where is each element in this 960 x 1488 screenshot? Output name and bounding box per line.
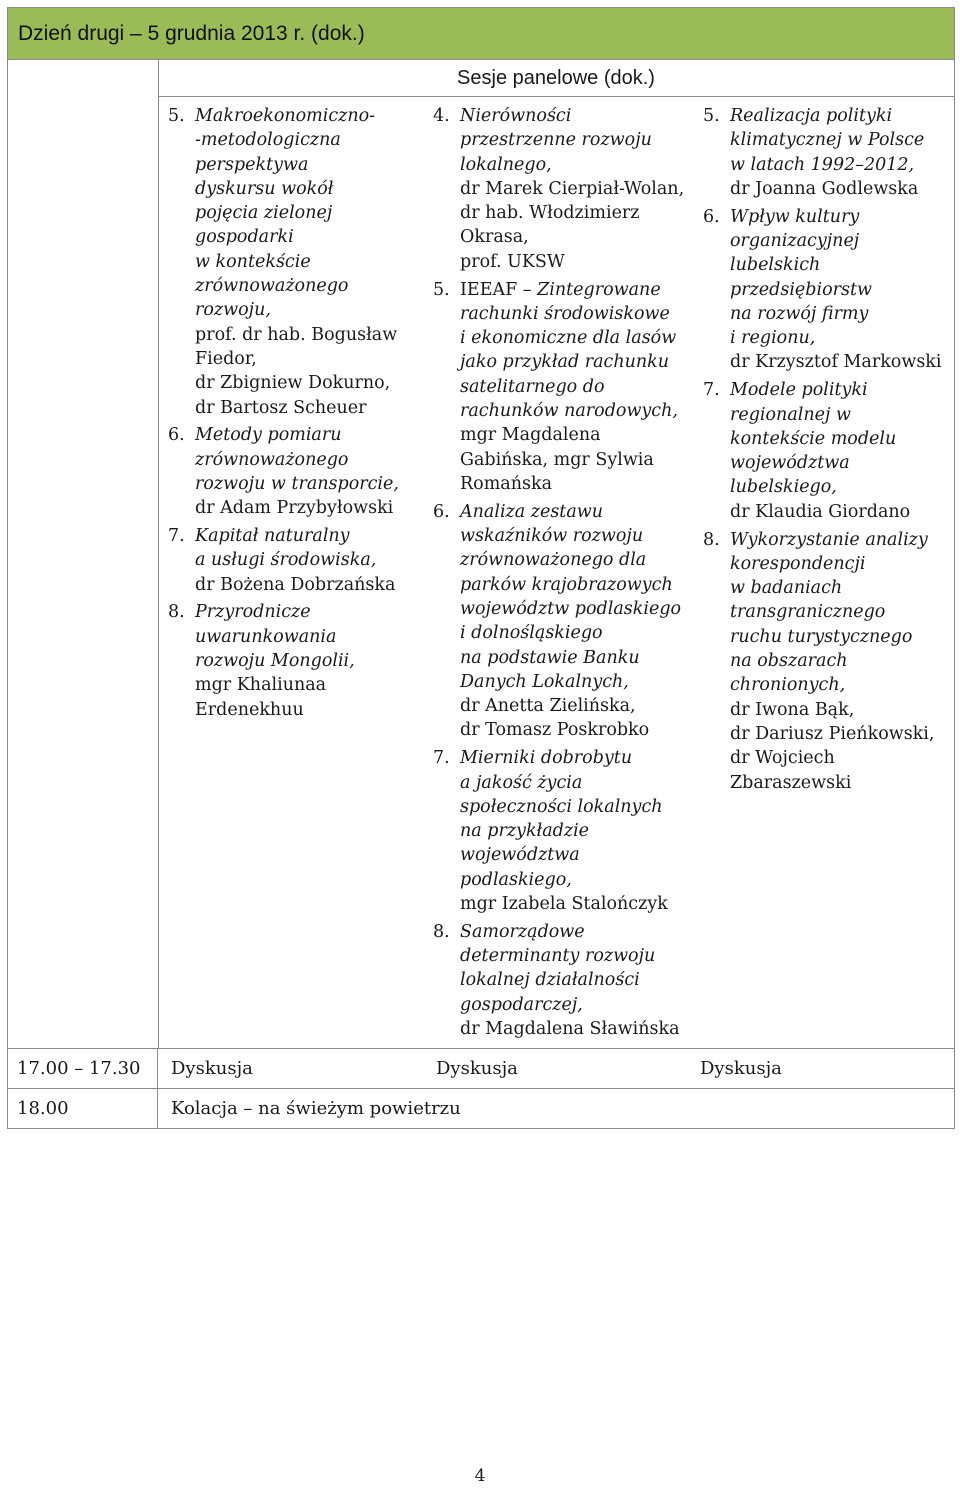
session-authors: mgr Khaliunaa Erdenekhuu bbox=[195, 675, 327, 720]
session-authors: mgr Magdalena Gabińska, mgr Sylwia Romańska bbox=[460, 425, 654, 494]
session-authors: dr Bożena Dobrzańska bbox=[195, 574, 396, 595]
day-header bbox=[8, 8, 954, 60]
session-number: 7. bbox=[433, 748, 450, 769]
session-title: Zintegrowane rachunki środowiskowe i ekonomiczne dla lasów jako przykład rachunku satelitarnego do rachunków narodowych, bbox=[460, 279, 678, 422]
session-title-lead: IEEAF – bbox=[460, 279, 538, 300]
session-authors: dr Magdalena Sławińska bbox=[460, 1018, 680, 1039]
panel-sessions-title: Sesje panelowe (dok.) bbox=[158, 60, 954, 97]
session-authors: dr Marek Cierpiał-Wolan, dr hab. Włodzimierz Okrasa, prof. UKSW bbox=[460, 178, 685, 272]
time-cell-empty bbox=[8, 60, 159, 1048]
session-authors: prof. dr hab. Bogusław Fiedor, dr Zbigniew Dokurno, dr Bartosz Scheuer bbox=[195, 324, 398, 418]
session-number: 8. bbox=[703, 529, 720, 550]
session-item bbox=[703, 378, 955, 524]
discussion-label-1: Dyskusja bbox=[171, 1058, 253, 1079]
session-item bbox=[168, 524, 418, 597]
session-item bbox=[433, 104, 698, 274]
panel-column-2 bbox=[433, 104, 698, 1045]
page-number: 4 bbox=[474, 1466, 486, 1486]
dinner-time: 18.00 bbox=[8, 1089, 158, 1128]
day-title: Dzień drugi – 5 grudnia 2013 r. (dok.) bbox=[18, 21, 365, 45]
session-number: 8. bbox=[433, 921, 450, 942]
discussion-label-2: Dyskusja bbox=[436, 1058, 518, 1079]
schedule-table bbox=[7, 7, 955, 1129]
session-authors: dr Anetta Zielińska, dr Tomasz Poskrobko bbox=[460, 696, 650, 741]
discussion-time: 17.00 – 17.30 bbox=[8, 1049, 158, 1088]
session-title: Realizacja polityki klimatycznej w Polsce w latach 1992–2012, bbox=[730, 106, 925, 175]
session-item bbox=[433, 500, 698, 743]
session-number: 7. bbox=[168, 526, 185, 547]
session-item bbox=[433, 920, 698, 1041]
session-authors: mgr Izabela Stalończyk bbox=[460, 894, 668, 914]
session-title: Analiza zestawu wskaźników rozwoju zrównoważonego dla parków krajobrazowych województw podlaskiego i dolnośląskiego na podstawie Banku Danych Lokalnych, bbox=[460, 501, 682, 692]
session-item bbox=[703, 205, 955, 375]
panel-column-1 bbox=[168, 104, 418, 725]
session-item bbox=[703, 528, 955, 795]
discussion-label-3: Dyskusja bbox=[700, 1058, 782, 1079]
session-title: Wpływ kultury organizacyjnej lubelskich przedsiębiorstw na rozwój firmy i regionu, bbox=[730, 206, 872, 349]
dinner-label: Kolacja – na świeżym powietrzu bbox=[171, 1098, 461, 1119]
session-number: 6. bbox=[168, 425, 185, 446]
session-authors: dr Krzysztof Markowski bbox=[730, 352, 942, 373]
session-number: 7. bbox=[703, 380, 720, 401]
session-item bbox=[433, 746, 698, 916]
session-title: Modele polityki regionalnej w kontekście modelu województwa lubelskiego, bbox=[730, 380, 897, 498]
session-title: Przyrodnicze uwarunkowania rozwoju Mongolii, bbox=[195, 602, 355, 672]
session-number: 5. bbox=[433, 279, 450, 300]
session-number: 4. bbox=[433, 106, 450, 126]
session-item bbox=[168, 600, 418, 721]
session-item bbox=[433, 278, 698, 497]
session-title: Samorządowe determinanty rozwoju lokalnej działalności gospodarczej, bbox=[460, 921, 656, 1015]
session-number: 5. bbox=[703, 106, 720, 126]
discussion-row bbox=[8, 1049, 954, 1089]
session-number: 8. bbox=[168, 602, 185, 623]
session-authors: dr Adam Przybyłowski bbox=[195, 498, 394, 519]
session-title: Wykorzystanie analizy korespondencji w badaniach transgranicznego ruchu turystycznego na obszarach chronionych, bbox=[730, 529, 928, 696]
session-authors: dr Iwona Bąk, dr Dariusz Pieńkowski, dr Wojciech Zbaraszewski bbox=[730, 699, 935, 793]
session-item bbox=[703, 104, 955, 201]
session-item bbox=[168, 104, 418, 420]
session-title: Kapitał naturalny a usługi środowiska, bbox=[195, 526, 377, 571]
session-number: 5. bbox=[168, 106, 185, 126]
session-title: Metody pomiaru zrównoważonego rozwoju w transporcie, bbox=[195, 425, 399, 494]
session-item bbox=[168, 423, 418, 520]
session-number: 6. bbox=[433, 501, 450, 522]
session-title: Makroekonomiczno- -metodologiczna perspektywa dyskursu wokół pojęcia zielonej gospodarki w kontekście zrównoważonego rozwoju, bbox=[195, 106, 376, 321]
session-authors: dr Klaudia Giordano bbox=[730, 501, 911, 522]
dinner-row bbox=[8, 1089, 954, 1128]
session-authors: dr Joanna Godlewska bbox=[730, 178, 919, 199]
session-number: 6. bbox=[703, 206, 720, 227]
panel-column-3 bbox=[703, 104, 955, 798]
session-title: Mierniki dobrobytu a jakość życia społeczności lokalnych na przykładzie województwa podlaskiego, bbox=[460, 748, 663, 890]
session-title: Nierówności przestrzenne rozwoju lokalnego, bbox=[460, 106, 652, 175]
panel-sessions-row bbox=[8, 60, 954, 1049]
